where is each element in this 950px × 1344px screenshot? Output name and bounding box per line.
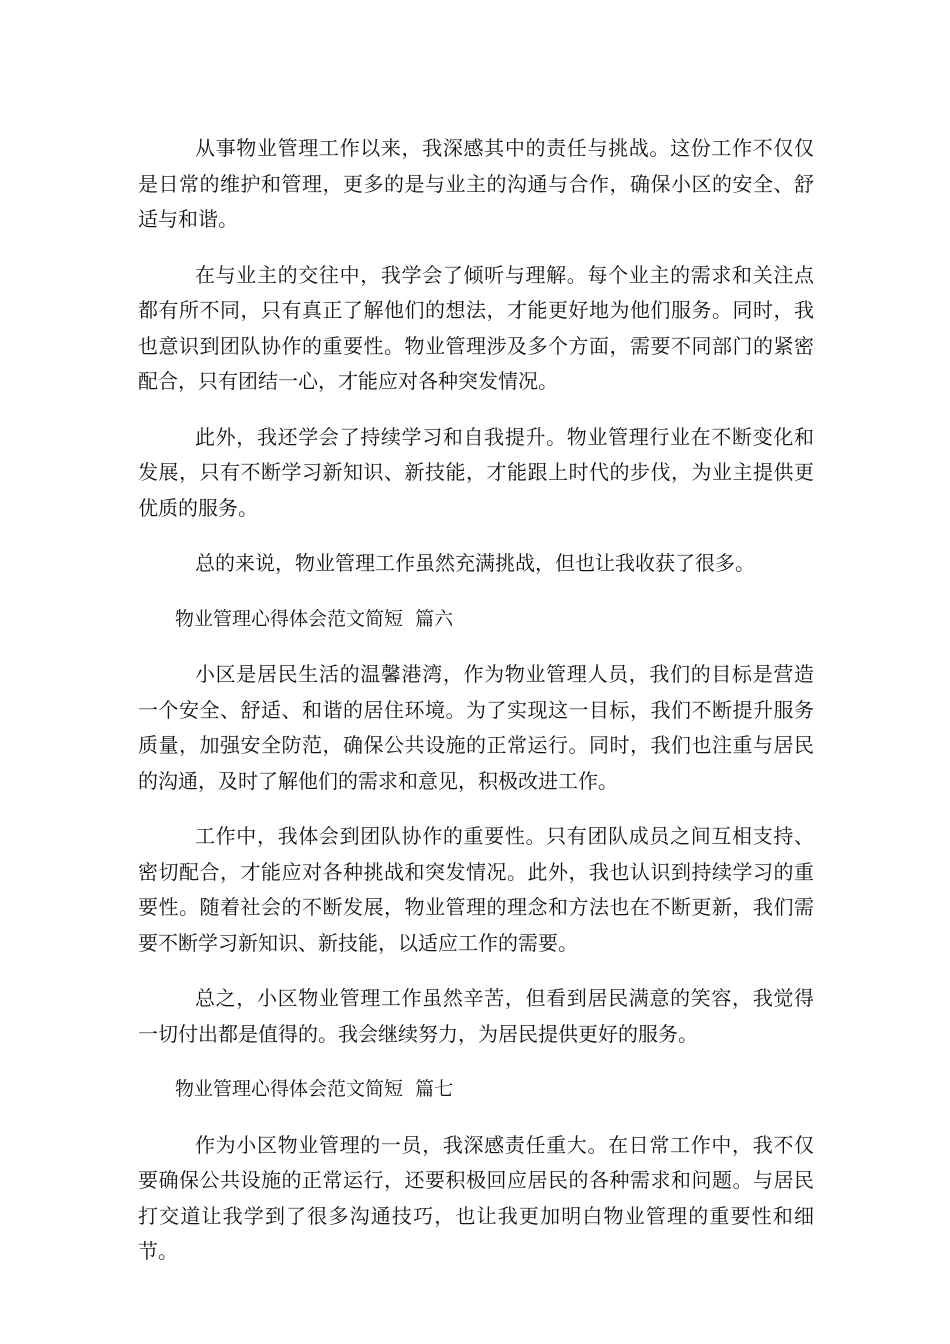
paragraph: 总的来说，物业管理工作虽然充满挑战，但也让我收获了很多。 (195, 551, 755, 575)
paragraph: 工作中，我体会到团队协作的重要性。只有团队成员之间互相支持、密切配合，才能应对各种挑战和突发情况。此外，我也认识到持续学习的重要性。随着社会的不断发展，物业管理的理念和方法也在不断更新，我们需要不断学习新知识、新技能，以适应工作的需要。 (138, 824, 814, 955)
paragraph: 作为小区物业管理的一员，我深感责任重大。在日常工作中，我不仅要确保公共设施的正常运行，还要积极回应居民的各种需求和问题。与居民打交道让我学到了很多沟通技巧，也让我更加明白物业管理的重要性和细节。 (138, 1132, 814, 1263)
paragraph: 在与业主的交往中，我学会了倾听与理解。每个业主的需求和关注点都有所不同，只有真正了解他们的想法，才能更好地为他们服务。同时，我也意识到团队协作的重要性。物业管理涉及多个方面，需要不同部门的紧密配合，只有团结一心，才能应对各种突发情况。 (138, 262, 814, 393)
paragraph: 总之，小区物业管理工作虽然辛苦，但看到居民满意的笑容，我觉得一切付出都是值得的。我会继续努力，为居民提供更好的服务。 (138, 986, 814, 1046)
section-heading: 物业管理心得体会范文简短 篇七 (175, 1078, 454, 1100)
paragraph: 小区是居民生活的温馨港湾，作为物业管理人员，我们的目标是营造一个安全、舒适、和谐的居住环境。为了实现这一目标，我们不断提升服务质量，加强安全防范，确保公共设施的正常运行。同时，我们也注重与居民的沟通，及时了解他们的需求和意见，积极改进工作。 (138, 662, 814, 793)
paragraph: 从事物业管理工作以来，我深感其中的责任与挑战。这份工作不仅仅是日常的维护和管理，更多的是与业主的沟通与合作，确保小区的安全、舒适与和谐。 (138, 136, 814, 231)
section-heading: 物业管理心得体会范文简短 篇六 (175, 607, 454, 630)
paragraph: 此外，我还学会了持续学习和自我提升。物业管理行业在不断变化和发展，只有不断学习新知识、新技能，才能跟上时代的步伐，为业主提供更优质的服务。 (138, 424, 814, 520)
document-body (138, 131, 814, 1290)
